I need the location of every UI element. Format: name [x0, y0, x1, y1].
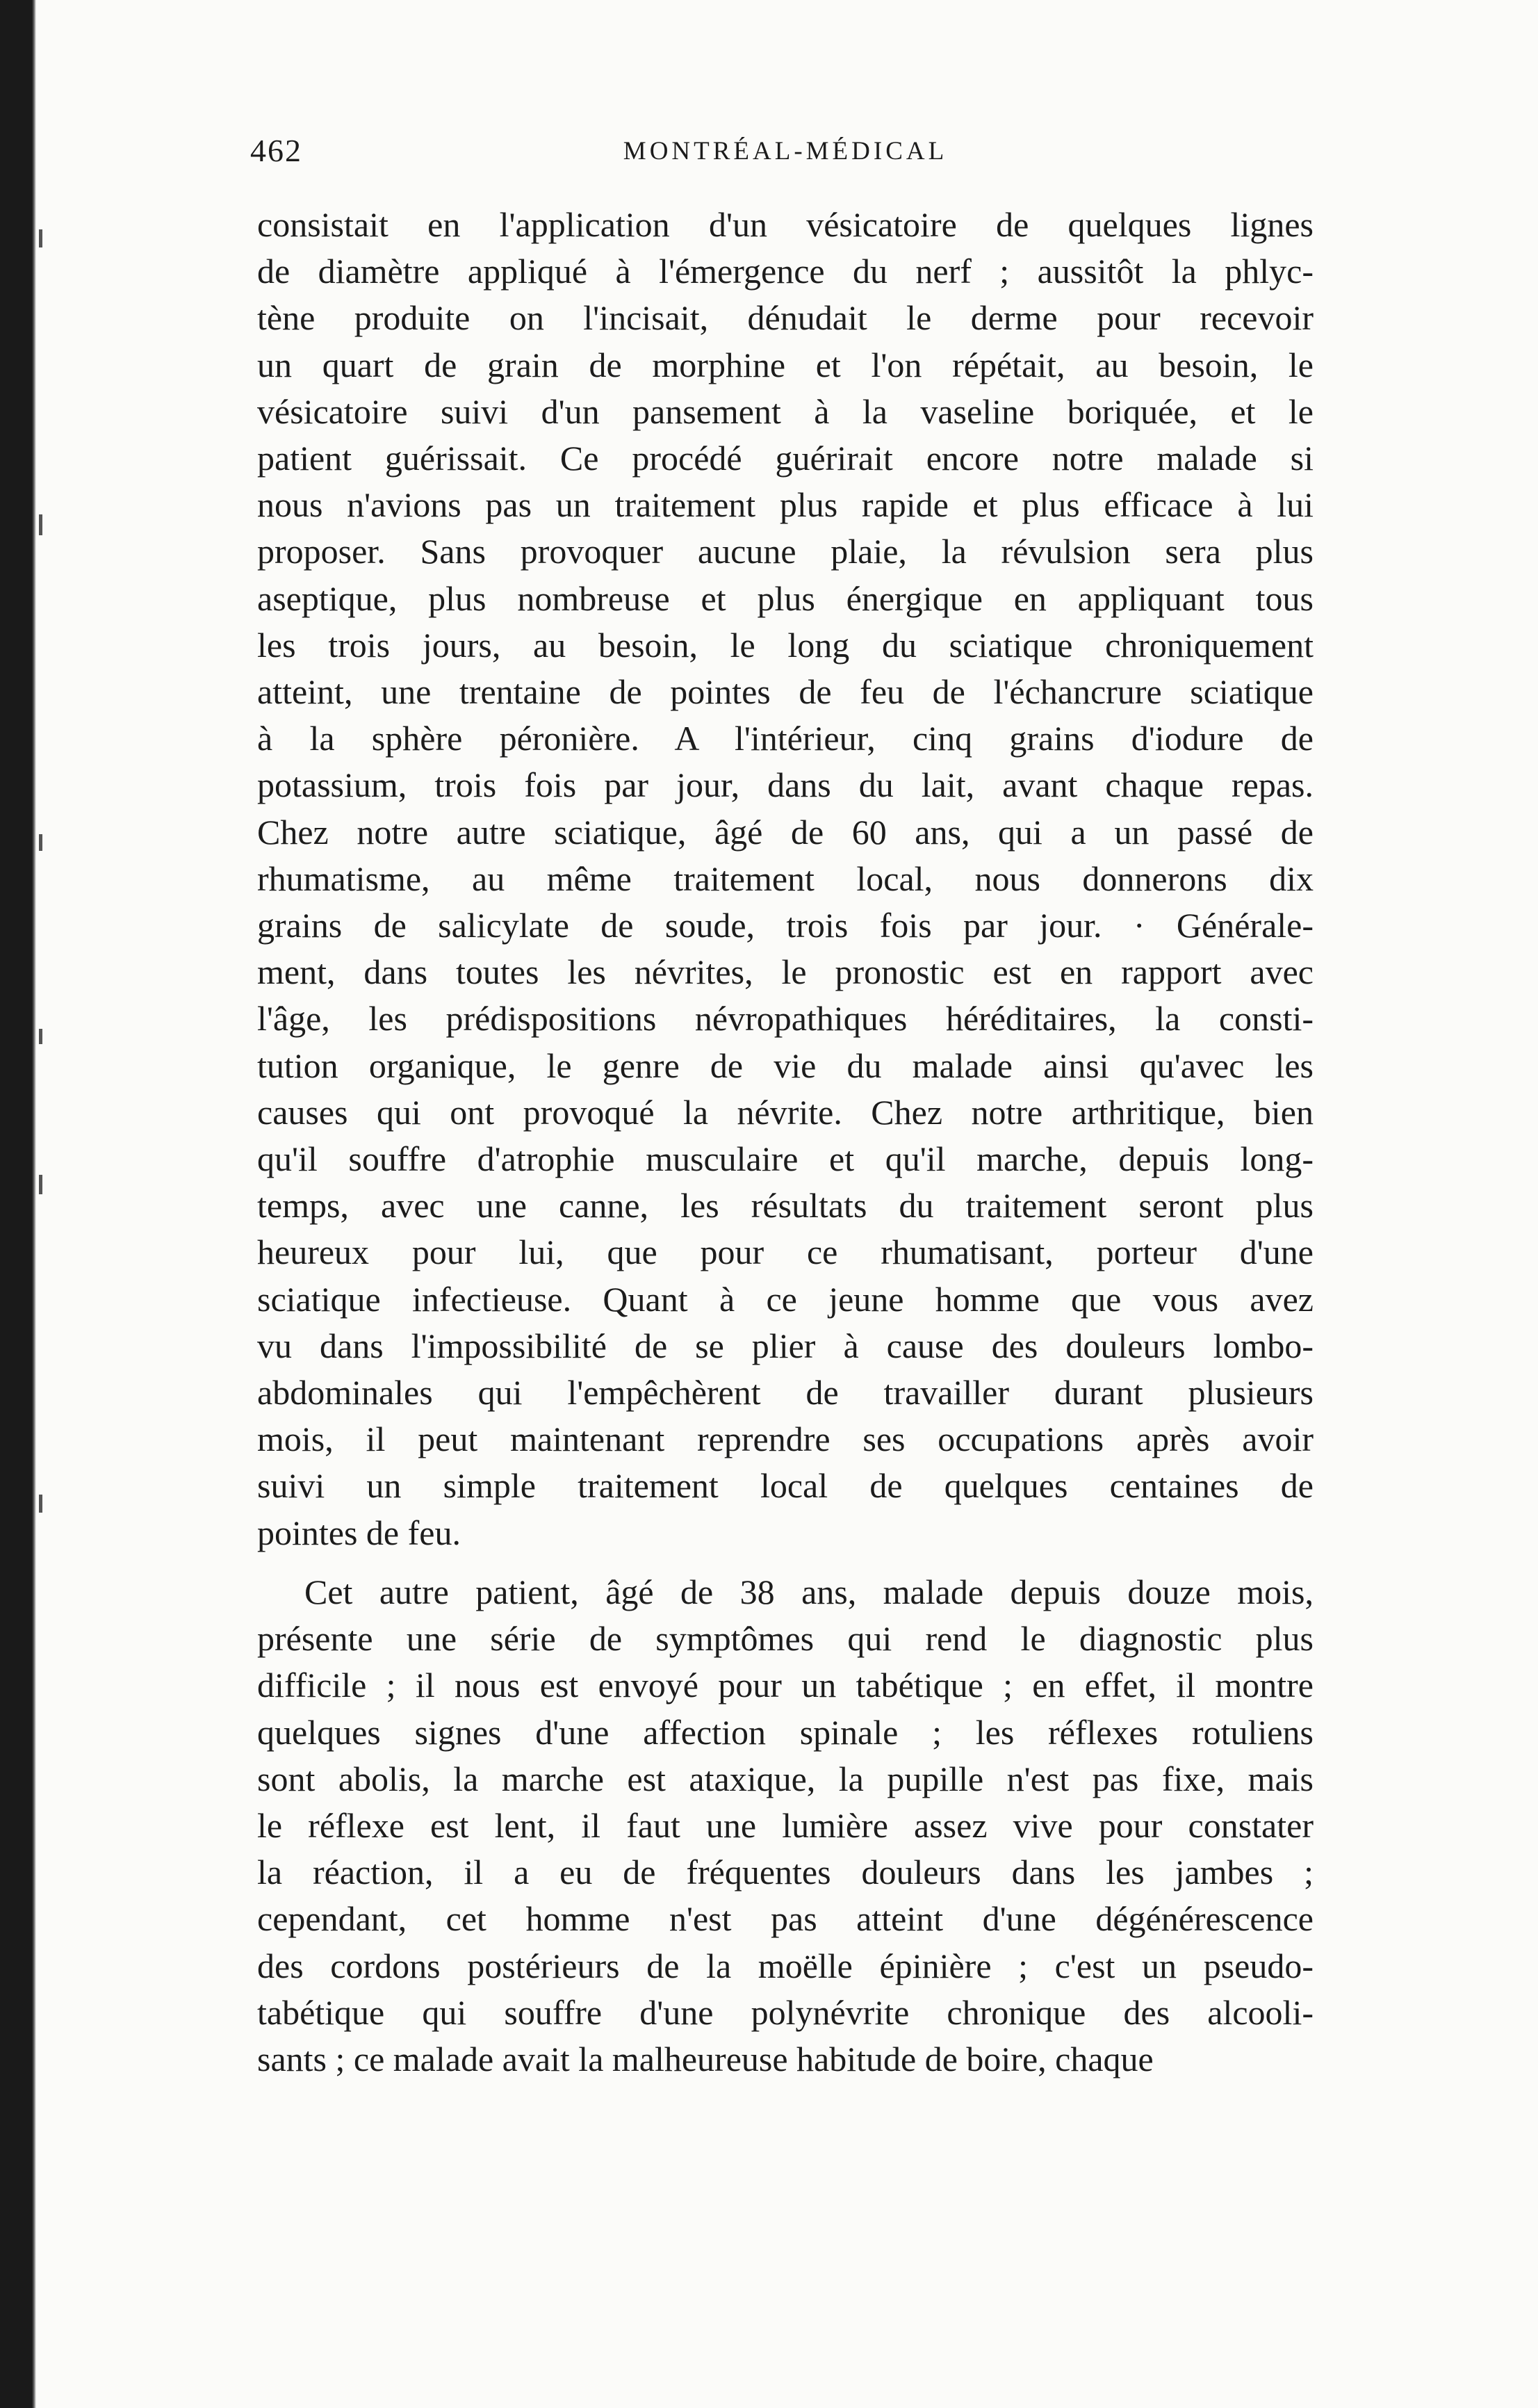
margin-mark — [39, 834, 42, 851]
text-line: ment, dans toutes les névrites, le pronostic est en rapport avec — [257, 952, 1314, 992]
margin-mark — [39, 229, 42, 247]
text-line: sciatique infectieuse. Quant à ce jeune homme que vous avez — [257, 1279, 1314, 1319]
text-line: sont abolis, la marche est ataxique, la pupille n'est pas fixe, mais — [257, 1759, 1314, 1798]
running-head — [250, 132, 1314, 181]
text-line: patient guérissait. Ce procédé guérirait encore notre malade si — [257, 439, 1314, 478]
margin-mark — [39, 1029, 42, 1044]
text-line: atteint, une trentaine de pointes de feu de l'échancrure sciatique — [257, 672, 1314, 712]
text-line: de diamètre appliqué à l'émergence du nerf ; aussitôt la phlyc- — [257, 252, 1314, 291]
text-line: mois, il peut maintenant reprendre ses occupations après avoir — [257, 1419, 1314, 1459]
scan-binding-edge — [0, 0, 36, 2408]
text-line: consistait en l'application d'un vésicatoire de quelques lignes — [257, 205, 1314, 244]
text-line: présente une série de symptômes qui rend le diagnostic plus — [257, 1619, 1314, 1659]
text-line: vésicatoire suivi d'un pansement à la vaseline boriquée, et le — [257, 391, 1314, 431]
text-line: un quart de grain de morphine et l'on répétait, au besoin, le — [257, 345, 1314, 384]
text-line: cependant, cet homme n'est pas atteint d'une dégénérescence — [257, 1899, 1314, 1939]
margin-mark — [39, 1175, 42, 1194]
text-line: tabétique qui souffre d'une polynévrite chronique des alcooli- — [257, 1992, 1314, 2032]
text-line: Chez notre autre sciatique, âgé de 60 ans, qui a un passé de — [257, 812, 1314, 852]
text-line: quelques signes d'une affection spinale ; les réflexes rotuliens — [257, 1712, 1314, 1752]
text-line: des cordons postérieurs de la moëlle épinière ; c'est un pseudo- — [257, 1946, 1314, 1985]
paragraph — [257, 1569, 1314, 2083]
document-page — [250, 132, 1314, 2083]
text-line: aseptique, plus nombreuse et plus énergique en appliquant tous — [257, 578, 1314, 618]
text-line: tution organique, le genre de vie du malade ainsi qu'avec les — [257, 1046, 1314, 1085]
text-line: vu dans l'impossibilité de se plier à cause des douleurs lombo- — [257, 1326, 1314, 1365]
page-number: 462 — [250, 133, 302, 168]
text-line: tène produite on l'incisait, dénudait le derme pour recevoir — [257, 298, 1314, 338]
text-line: proposer. Sans provoquer aucune plaie, la révulsion sera plus — [257, 532, 1314, 571]
text-line: Cet autre patient, âgé de 38 ans, malade depuis douze mois, — [304, 1572, 1314, 1611]
text-line: sants ; ce malade avait la malheureuse habitude de boire, chaque — [257, 2039, 1154, 2078]
text-line: rhumatisme, au même traitement local, nous donnerons dix — [257, 859, 1314, 898]
running-title: MONTRÉAL-MÉDICAL — [623, 137, 948, 165]
paragraph-gap — [257, 1556, 1314, 1569]
paragraph — [257, 202, 1314, 1556]
text-line: à la sphère péronière. A l'intérieur, cinq grains d'iodure de — [257, 719, 1314, 758]
text-line: le réflexe est lent, il faut une lumière assez vive pour constater — [257, 1805, 1314, 1845]
margin-mark — [39, 1495, 42, 1513]
text-line: la réaction, il a eu de fréquentes douleurs dans les jambes ; — [257, 1853, 1314, 1892]
text-line: abdominales qui l'empêchèrent de travailler durant plusieurs — [257, 1373, 1314, 1413]
text-line: suivi un simple traitement local de quelques centaines de — [257, 1466, 1314, 1506]
text-line: l'âge, les prédispositions névropathiques héréditaires, la consti- — [257, 999, 1314, 1039]
margin-mark — [39, 514, 42, 535]
text-line: nous n'avions pas un traitement plus rapide et plus efficace à lui — [257, 485, 1314, 525]
text-line: potassium, trois fois par jour, dans du lait, avant chaque repas. — [257, 765, 1314, 805]
text-line: difficile ; il nous est envoyé pour un tabétique ; en effet, il montre — [257, 1666, 1314, 1705]
text-line: qu'il souffre d'atrophie musculaire et qu'il marche, depuis long- — [257, 1139, 1314, 1179]
text-line: pointes de feu. — [257, 1513, 461, 1552]
text-line: causes qui ont provoqué la névrite. Chez notre arthritique, bien — [257, 1092, 1314, 1132]
text-line: grains de salicylate de soude, trois fois par jour. · Générale- — [257, 906, 1314, 945]
text-line: temps, avec une canne, les résultats du traitement seront plus — [257, 1186, 1314, 1226]
text-line: les trois jours, au besoin, le long du sciatique chroniquement — [257, 625, 1314, 665]
text-line: heureux pour lui, que pour ce rhumatisant, porteur d'une — [257, 1233, 1314, 1272]
